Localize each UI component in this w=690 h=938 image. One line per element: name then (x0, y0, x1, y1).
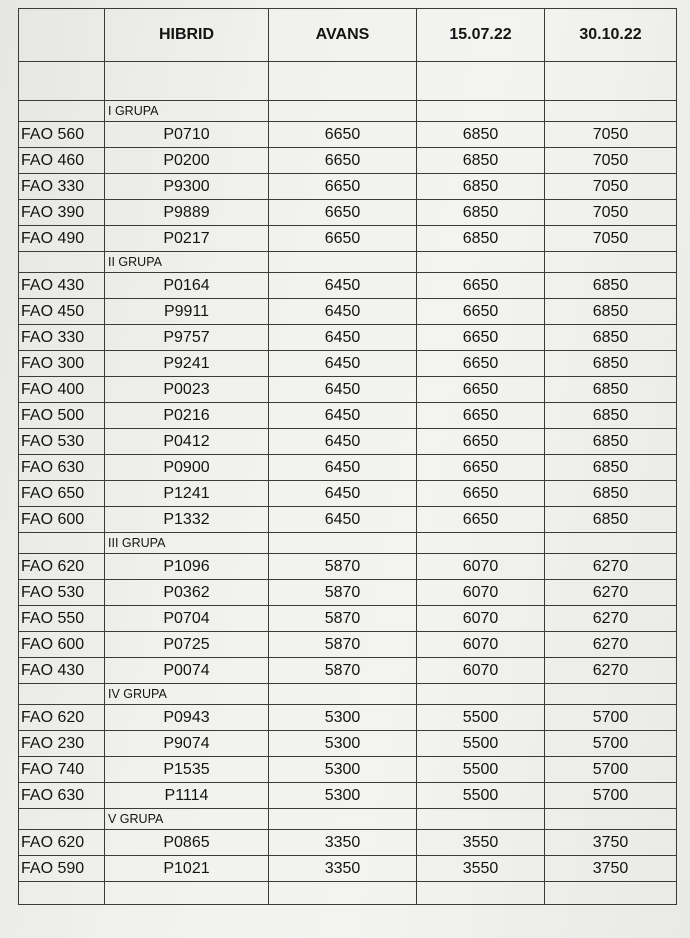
avans-cell: 6450 (269, 481, 417, 507)
date-2-cell: 6850 (545, 481, 677, 507)
date-2-cell: 6270 (545, 580, 677, 606)
date-2-cell: 6850 (545, 507, 677, 533)
date-1-cell: 6850 (417, 174, 545, 200)
date-2-cell: 7050 (545, 122, 677, 148)
hibrid-cell: P0200 (105, 148, 269, 174)
table-row (19, 429, 677, 455)
table-row (19, 554, 677, 580)
avans-cell: 6450 (269, 325, 417, 351)
fao-cell: FAO 530 (19, 580, 105, 606)
date-1-cell: 6650 (417, 325, 545, 351)
table-row (19, 856, 677, 882)
avans-cell: 5870 (269, 658, 417, 684)
date-2-cell: 3750 (545, 856, 677, 882)
header-date-1: 15.07.22 (417, 9, 545, 62)
group-empty-cell (269, 684, 417, 705)
header-fao (19, 9, 105, 62)
hibrid-cell: P1535 (105, 757, 269, 783)
fao-cell: FAO 630 (19, 783, 105, 809)
group-empty-cell (269, 252, 417, 273)
date-1-cell: 5500 (417, 783, 545, 809)
trailing-blank-row (19, 882, 677, 905)
group-fao-cell (19, 809, 105, 830)
date-2-cell: 6270 (545, 554, 677, 580)
fao-cell: FAO 230 (19, 731, 105, 757)
date-1-cell: 3550 (417, 830, 545, 856)
table-row (19, 403, 677, 429)
date-2-cell: 5700 (545, 783, 677, 809)
date-1-cell: 6650 (417, 507, 545, 533)
avans-cell: 6650 (269, 174, 417, 200)
table-row (19, 783, 677, 809)
date-2-cell: 6850 (545, 403, 677, 429)
group-label: I GRUPA (105, 101, 269, 122)
table-row (19, 481, 677, 507)
blank-cell (105, 882, 269, 905)
table-row (19, 174, 677, 200)
avans-cell: 6450 (269, 455, 417, 481)
group-fao-cell (19, 533, 105, 554)
group-empty-cell (417, 533, 545, 554)
date-2-cell: 6850 (545, 351, 677, 377)
group-empty-cell (545, 684, 677, 705)
table-row (19, 299, 677, 325)
date-1-cell: 6070 (417, 632, 545, 658)
group-row (19, 809, 677, 830)
group-row (19, 252, 677, 273)
hibrid-cell: P0725 (105, 632, 269, 658)
hibrid-cell: P1096 (105, 554, 269, 580)
date-1-cell: 6650 (417, 273, 545, 299)
avans-cell: 3350 (269, 830, 417, 856)
group-empty-cell (417, 101, 545, 122)
group-empty-cell (269, 809, 417, 830)
group-empty-cell (417, 809, 545, 830)
fao-cell: FAO 490 (19, 226, 105, 252)
hibrid-cell: P0710 (105, 122, 269, 148)
avans-cell: 3350 (269, 856, 417, 882)
price-table (18, 8, 677, 905)
hibrid-cell: P0023 (105, 377, 269, 403)
avans-cell: 5870 (269, 554, 417, 580)
avans-cell: 6450 (269, 429, 417, 455)
group-fao-cell (19, 252, 105, 273)
avans-cell: 6450 (269, 403, 417, 429)
hibrid-cell: P1114 (105, 783, 269, 809)
date-1-cell: 6070 (417, 580, 545, 606)
group-empty-cell (269, 533, 417, 554)
avans-cell: 6650 (269, 122, 417, 148)
hibrid-cell: P1021 (105, 856, 269, 882)
avans-cell: 5300 (269, 731, 417, 757)
header-date-2: 30.10.22 (545, 9, 677, 62)
table-row (19, 705, 677, 731)
fao-cell: FAO 560 (19, 122, 105, 148)
table-row (19, 273, 677, 299)
hibrid-cell: P9889 (105, 200, 269, 226)
date-1-cell: 5500 (417, 731, 545, 757)
avans-cell: 5300 (269, 757, 417, 783)
date-2-cell: 3750 (545, 830, 677, 856)
price-table-body (19, 9, 677, 905)
table-row (19, 148, 677, 174)
table-row (19, 632, 677, 658)
fao-cell: FAO 400 (19, 377, 105, 403)
hibrid-cell: P9300 (105, 174, 269, 200)
fao-cell: FAO 620 (19, 830, 105, 856)
date-1-cell: 6070 (417, 606, 545, 632)
avans-cell: 6450 (269, 351, 417, 377)
date-2-cell: 5700 (545, 705, 677, 731)
avans-cell: 5300 (269, 705, 417, 731)
hibrid-cell: P0865 (105, 830, 269, 856)
hibrid-cell: P0362 (105, 580, 269, 606)
hibrid-cell: P0412 (105, 429, 269, 455)
fao-cell: FAO 620 (19, 705, 105, 731)
date-2-cell: 5700 (545, 757, 677, 783)
group-row (19, 684, 677, 705)
table-row (19, 606, 677, 632)
table-row (19, 507, 677, 533)
avans-cell: 5870 (269, 632, 417, 658)
date-1-cell: 6650 (417, 429, 545, 455)
hibrid-cell: P1332 (105, 507, 269, 533)
hibrid-cell: P0704 (105, 606, 269, 632)
hibrid-cell: P0074 (105, 658, 269, 684)
date-1-cell: 6650 (417, 403, 545, 429)
hibrid-cell: P9911 (105, 299, 269, 325)
group-empty-cell (417, 252, 545, 273)
date-2-cell: 6270 (545, 658, 677, 684)
date-1-cell: 6850 (417, 200, 545, 226)
date-1-cell: 6650 (417, 455, 545, 481)
date-2-cell: 5700 (545, 731, 677, 757)
header-row (19, 9, 677, 62)
header-hibrid: HIBRID (105, 9, 269, 62)
group-fao-cell (19, 101, 105, 122)
table-row (19, 757, 677, 783)
avans-cell: 6450 (269, 273, 417, 299)
fao-cell: FAO 550 (19, 606, 105, 632)
blank-cell (19, 882, 105, 905)
fao-cell: FAO 330 (19, 174, 105, 200)
date-1-cell: 5500 (417, 705, 545, 731)
group-empty-cell (545, 101, 677, 122)
fao-cell: FAO 590 (19, 856, 105, 882)
table-row (19, 200, 677, 226)
table-row (19, 377, 677, 403)
fao-cell: FAO 300 (19, 351, 105, 377)
hibrid-cell: P0217 (105, 226, 269, 252)
date-1-cell: 6650 (417, 299, 545, 325)
fao-cell: FAO 390 (19, 200, 105, 226)
table-row (19, 830, 677, 856)
date-1-cell: 6650 (417, 351, 545, 377)
date-2-cell: 6850 (545, 299, 677, 325)
date-1-cell: 6070 (417, 554, 545, 580)
date-1-cell: 6850 (417, 226, 545, 252)
table-row (19, 580, 677, 606)
date-2-cell: 6850 (545, 455, 677, 481)
hibrid-cell: P9757 (105, 325, 269, 351)
date-2-cell: 6270 (545, 606, 677, 632)
group-label: II GRUPA (105, 252, 269, 273)
table-row (19, 731, 677, 757)
avans-cell: 5300 (269, 783, 417, 809)
group-empty-cell (545, 533, 677, 554)
group-empty-cell (545, 252, 677, 273)
group-fao-cell (19, 684, 105, 705)
date-1-cell: 6850 (417, 122, 545, 148)
group-empty-cell (417, 684, 545, 705)
date-1-cell: 3550 (417, 856, 545, 882)
hibrid-cell: P1241 (105, 481, 269, 507)
fao-cell: FAO 620 (19, 554, 105, 580)
group-row (19, 101, 677, 122)
blank-row (19, 62, 677, 101)
date-2-cell: 6850 (545, 429, 677, 455)
date-2-cell: 7050 (545, 226, 677, 252)
table-row (19, 122, 677, 148)
fao-cell: FAO 500 (19, 403, 105, 429)
date-1-cell: 6850 (417, 148, 545, 174)
avans-cell: 6650 (269, 200, 417, 226)
group-row (19, 533, 677, 554)
fao-cell: FAO 600 (19, 507, 105, 533)
fao-cell: FAO 740 (19, 757, 105, 783)
table-row (19, 351, 677, 377)
table-row (19, 658, 677, 684)
group-empty-cell (545, 809, 677, 830)
avans-cell: 6450 (269, 507, 417, 533)
hibrid-cell: P9074 (105, 731, 269, 757)
avans-cell: 6450 (269, 377, 417, 403)
table-row (19, 325, 677, 351)
avans-cell: 6650 (269, 148, 417, 174)
date-1-cell: 5500 (417, 757, 545, 783)
date-2-cell: 7050 (545, 200, 677, 226)
fao-cell: FAO 530 (19, 429, 105, 455)
group-label: III GRUPA (105, 533, 269, 554)
fao-cell: FAO 430 (19, 273, 105, 299)
hibrid-cell: P0900 (105, 455, 269, 481)
date-1-cell: 6650 (417, 481, 545, 507)
blank-cell (417, 882, 545, 905)
date-1-cell: 6070 (417, 658, 545, 684)
fao-cell: FAO 630 (19, 455, 105, 481)
date-2-cell: 7050 (545, 174, 677, 200)
fao-cell: FAO 330 (19, 325, 105, 351)
date-2-cell: 6270 (545, 632, 677, 658)
hibrid-cell: P0943 (105, 705, 269, 731)
table-row (19, 226, 677, 252)
group-empty-cell (269, 101, 417, 122)
date-1-cell: 6650 (417, 377, 545, 403)
avans-cell: 5870 (269, 580, 417, 606)
hibrid-cell: P9241 (105, 351, 269, 377)
group-label: V GRUPA (105, 809, 269, 830)
group-label: IV GRUPA (105, 684, 269, 705)
fao-cell: FAO 460 (19, 148, 105, 174)
date-2-cell: 6850 (545, 273, 677, 299)
date-2-cell: 6850 (545, 377, 677, 403)
hibrid-cell: P0164 (105, 273, 269, 299)
date-2-cell: 6850 (545, 325, 677, 351)
hibrid-cell: P0216 (105, 403, 269, 429)
header-avans: AVANS (269, 9, 417, 62)
avans-cell: 5870 (269, 606, 417, 632)
fao-cell: FAO 450 (19, 299, 105, 325)
date-2-cell: 7050 (545, 148, 677, 174)
blank-cell (545, 882, 677, 905)
table-row (19, 455, 677, 481)
fao-cell: FAO 430 (19, 658, 105, 684)
fao-cell: FAO 650 (19, 481, 105, 507)
fao-cell: FAO 600 (19, 632, 105, 658)
blank-cell (269, 882, 417, 905)
avans-cell: 6450 (269, 299, 417, 325)
avans-cell: 6650 (269, 226, 417, 252)
